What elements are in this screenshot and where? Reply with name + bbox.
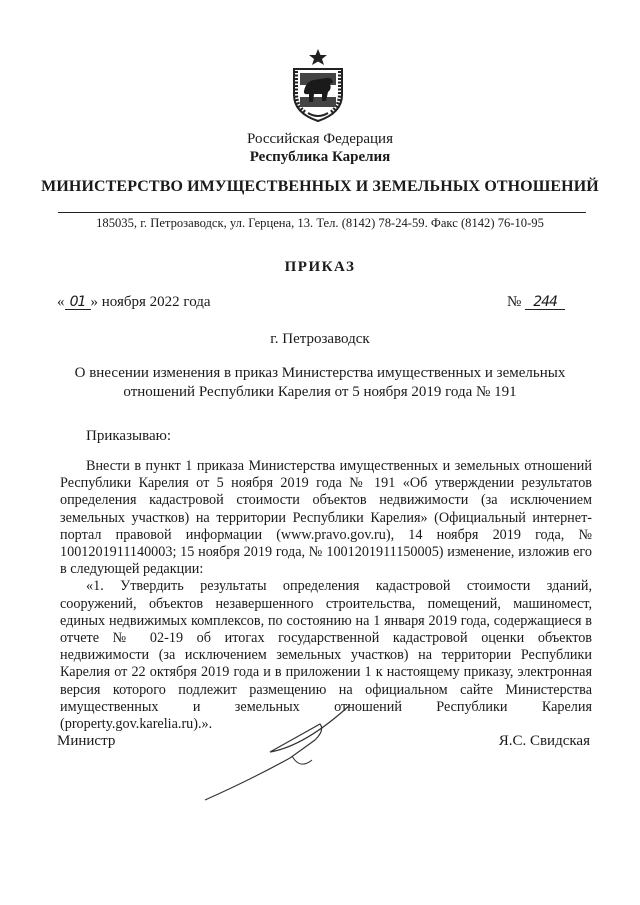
order-subject: О внесении изменения в приказ Министерства имущественных и земельных отношений Республики Карелия от 5 ноября 2019 года № 191: [74, 365, 566, 400]
number-prefix: №: [507, 294, 522, 310]
order-number: [507, 294, 565, 311]
coat-of-arms-icon: [286, 47, 350, 123]
country-name: Российская Федерация: [247, 131, 393, 147]
ministry-address: 185035, г. Петрозаводск, ул. Герцена, 13. Тел. (8142) 78-24-59. Факс (8142) 76-10-95: [96, 216, 544, 230]
ministry-name: МИНИСТЕРСТВО ИМУЩЕСТВЕННЫХ И ЗЕМЕЛЬНЫХ ОТНОШЕНИЙ: [41, 178, 599, 195]
order-date: [57, 294, 211, 311]
date-close-quote: »: [90, 294, 98, 310]
republic-name: Республика Карелия: [249, 149, 391, 165]
signer-title: Министр: [57, 733, 116, 749]
document-type: ПРИКАЗ: [284, 259, 356, 275]
number-value: 244: [525, 295, 565, 310]
body-paragraph-1: Внести в пункт 1 приказа Министерства имущественных и земельных отношений Республики Карелия от 5 ноября 2019 года № 191 «Об утверждении результатов определения кадастровой стоимости объектов недвижимости (за исключением земельных участков) на территории Республики Карелия» (Официальный интернет-портал правовой информации (www.pravo.gov.ru), 14 ноября 2019 года, № 1001201911140003; 15 ноября 2019 года, № 1001201911150005) изменение, изложив его в следующей редакции:: [60, 458, 592, 578]
signer-name: Я.С. Свидская: [498, 733, 590, 749]
order-directive: Приказываю:: [86, 428, 171, 444]
body-paragraph-2: «1. Утвердить результаты определения кадастровой стоимости зданий, сооружений, объектов незавершенного строительства, помещений, машиномест, единых недвижимых комплексов, по состоянию на 1 января 2019 года, содержащиеся в отчете № 02-19 об итогах государственной кадастровой оценки объектов недвижимости (за исключением земельных участков) на территории Республики Карелия от 22 октября 2019 года и в приложении 1 к настоящему приказу, электронная версия которого подлежит размещению на официальном сайте Министерства имущественных и земельных отношений Республики Карелия (property.gov.karelia.ru).».: [60, 578, 592, 733]
handwritten-signature: [200, 700, 360, 810]
date-month-year: ноября 2022 года: [98, 294, 211, 310]
date-open-quote: «: [57, 294, 65, 310]
order-body: [60, 458, 592, 733]
header-divider: [58, 212, 586, 213]
date-day: 01: [65, 295, 91, 310]
city-name: г. Петрозаводск: [270, 331, 370, 347]
